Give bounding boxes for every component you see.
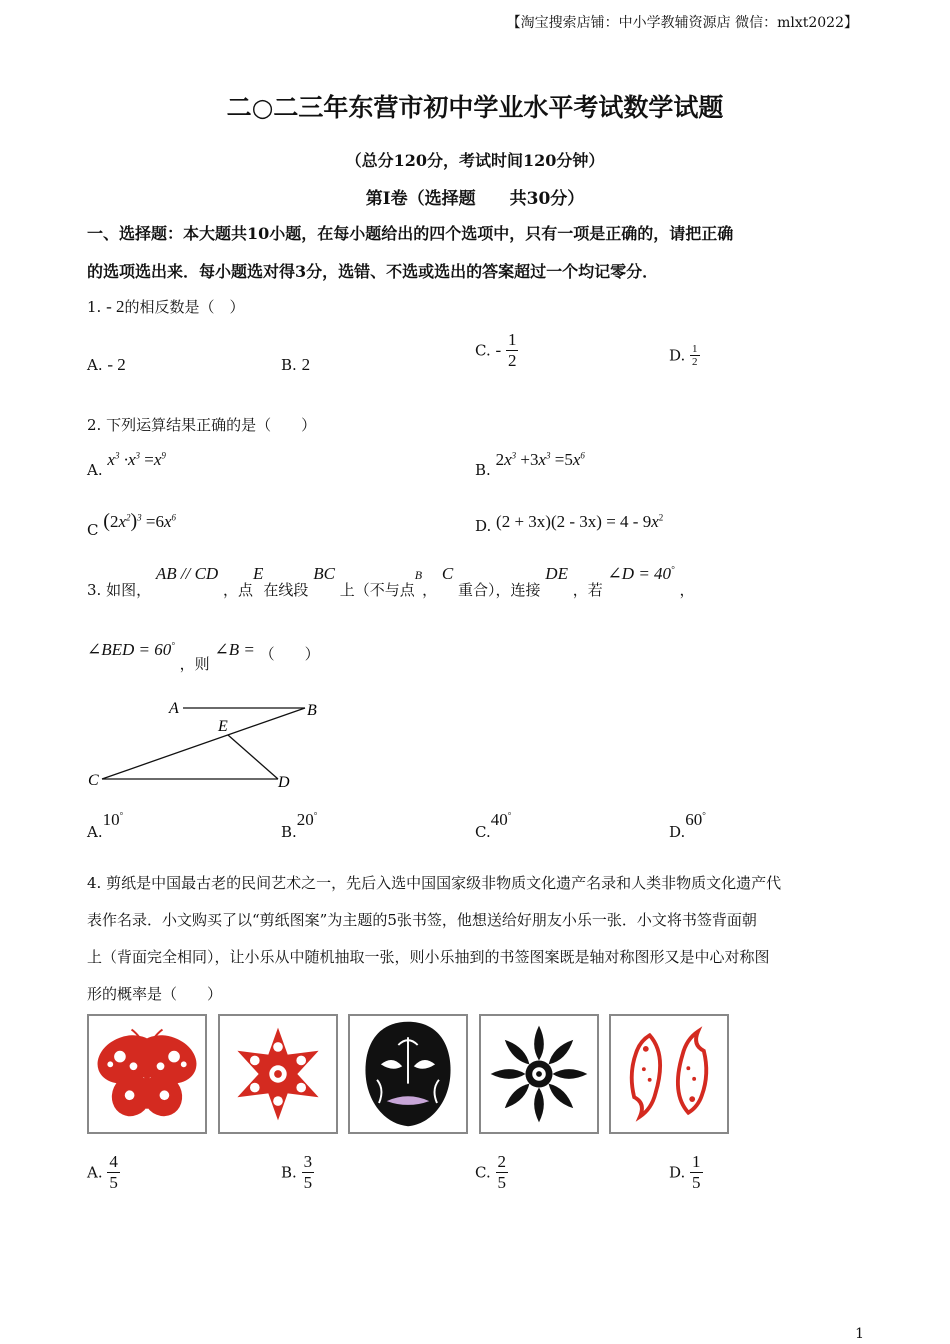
bookmark-opera-mask [348,1014,468,1134]
q4-option-a[interactable]: A. $\frac{4}{5}$ [87,1152,118,1192]
snowflake-flower-icon [220,1016,336,1132]
q1-d-fraction: $\frac{1}{2}$ [692,343,698,368]
section-title: 第Ⅰ卷（选择题 共30分） [365,189,585,209]
page-number: 1 [855,1326,864,1342]
label-e: E [218,718,228,735]
twin-fish-icon [611,1016,727,1132]
question-4-line-4: 形的概率是（ ） [87,985,223,1003]
q1-option-a[interactable]: A. - 2 [87,355,126,374]
label-b: B [307,702,317,719]
bookmark-butterfly [87,1014,207,1134]
q2-option-d[interactable]: D. $(2 + 3x)(2 - 3x) = 4 - 9x^2$ [475,512,664,535]
q3-option-b[interactable]: B.20° [281,810,318,841]
question-4-line-3: 上（背面完全相同），让小乐从中随机抽取一张，则小乐抽到的书签图案既是轴对称图形又是中心对称图 [87,948,770,966]
page-header: 【淘宝搜索店铺：中小学教辅资源店 微信：mlxt2022】 [506,15,858,31]
q1-expression: - 2 [106,297,125,316]
segment-bc [102,708,305,779]
q1-option-b[interactable]: B. 2 [281,355,311,374]
q3-option-a[interactable]: A.10° [87,810,124,841]
exam-title: 二○二三年东营市初中学业水平考试数学试题 [226,93,724,122]
question-4-line-1: 4. 剪纸是中国最古老的民间艺术之一，先后入选中国国家级非物质文化遗产名录和人类非物质文化遗产代 [87,874,782,892]
instructions-line-1: 一、选择题：本大题共10小题，在每小题给出的四个选项中，只有一项是正确的，请把正确 [87,224,734,243]
label-d: D [278,774,290,791]
question-3-line-1: 3. 如图， AB // CD ，点E在线段 BC 上（不与点B， C 重合），连接 DE ，若 ∠D = 40° ， [87,564,695,599]
q4-option-c[interactable]: C. $\frac{2}{5}$ [475,1152,506,1192]
question-3-line-2: ∠BED = 60° ，则 ∠B = （ ） [87,640,320,673]
question-1: 1. - 2的相反数是（ ） [87,297,245,316]
q3-geometry-figure [80,695,340,795]
q2-option-a[interactable]: A. $x^3 \cdot x^3 =x^9$ [87,450,166,479]
q1-option-c[interactable]: C. - $\frac{1}{2}$ [475,330,517,370]
q3-option-c[interactable]: C.40° [475,810,512,841]
bookmark-snowflake-flower [218,1014,338,1134]
opera-mask-icon [350,1016,466,1132]
bookmark-mandala [479,1014,599,1134]
q4-option-b[interactable]: B. $\frac{3}{5}$ [281,1152,313,1192]
q4-option-d[interactable]: D. $\frac{1}{5}$ [669,1152,701,1192]
label-a: A [169,700,179,717]
q3-option-d[interactable]: D.60° [669,810,706,841]
q1-c-fraction: $\frac{1}{2}$ [507,330,517,370]
instructions-line-2: 的选项选出来．每小题选对得3分，选错、不选或选出的答案超过一个均记零分． [87,262,659,281]
question-2: 2. 下列运算结果正确的是（ ） [87,416,317,434]
q2-option-b[interactable]: B. $2x^3 +3x^3 =5x^6$ [475,450,585,479]
q1-option-d[interactable]: D. $\frac{1}{2}$ [669,343,698,368]
question-4-line-2: 表作名录．小文购买了以“剪纸图案”为主题的5张书签，他想送给好朋友小乐一张．小文将书签背面朝 [87,911,757,929]
mandala-icon [481,1016,597,1132]
segment-ed [228,735,278,779]
label-c: C [88,772,99,789]
q2-option-c[interactable]: C $(2x^2)^3 =6x^6$ [87,510,177,539]
butterfly-icon [89,1016,205,1132]
bookmark-twin-fish [609,1014,729,1134]
exam-subtitle: （总分120分，考试时间120分钟） [345,151,605,170]
